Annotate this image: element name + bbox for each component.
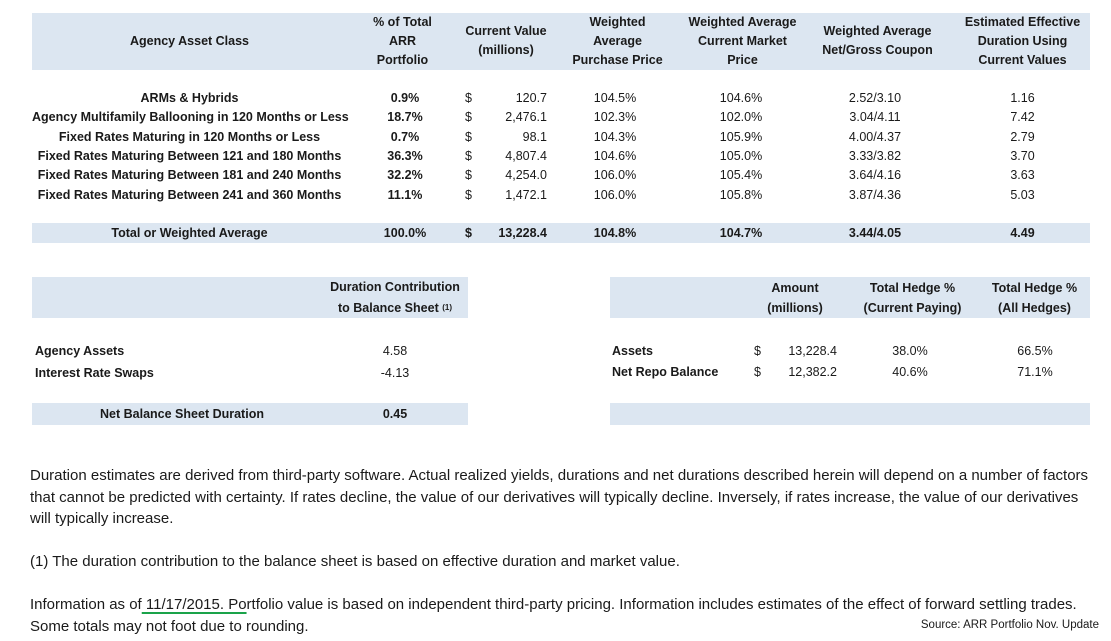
row-coupon: 2.52/3.10	[848, 91, 902, 105]
row-market-price: 102.0%	[719, 110, 763, 125]
hedge-table-footer-band	[610, 403, 1090, 425]
row-coupon: 3.33/3.82	[848, 148, 902, 163]
total-purchase-price: 104.8%	[593, 226, 637, 240]
row-duration: 3.70	[1010, 148, 1035, 163]
duration-row-value: -4.13	[380, 366, 410, 380]
hedge-row-current-paying: 38.0%	[892, 344, 928, 358]
hedge-row-all-hedges: 71.1%	[1017, 365, 1053, 379]
row-pct: 0.9%	[390, 91, 420, 105]
row-duration: 1.16	[1010, 91, 1035, 105]
col-header-current-value: Current Value (millions)	[465, 24, 547, 57]
col-header-asset-class: Agency Asset Class	[129, 34, 250, 48]
row-coupon: 4.00/4.37	[848, 129, 902, 144]
duration-table-header: Duration Contribution to Balance Sheet $^{(1)}$	[330, 280, 460, 315]
row-coupon: 3.87/4.36	[848, 187, 902, 202]
hedge-col-all-hedges: Total Hedge % (All Hedges)	[991, 281, 1078, 315]
row-currency: $	[465, 129, 472, 144]
row-purchase-price: 102.3%	[593, 110, 637, 125]
row-market-price: 105.4%	[719, 168, 763, 183]
duration-row-label: Agency Assets	[35, 344, 125, 358]
col-header-pct: % of Total ARR Portfolio	[373, 15, 432, 67]
total-coupon: 3.44/4.05	[848, 226, 902, 240]
information-note: Information as of 11/17/2015. Portfolio value is based on independent third-party pricing. Information includes estimates of the effect of forward settling trades. Some totals may not foot due to rounding.	[30, 596, 1077, 635]
source-caption: Source: ARR Portfolio Nov. Update	[920, 619, 1099, 631]
row-duration: 5.03	[1010, 187, 1035, 202]
hedge-row-label: Net Repo Balance	[612, 365, 719, 379]
net-duration-value: 0.45	[382, 407, 408, 421]
hedge-row-amount: 12,382.2	[788, 365, 837, 379]
row-value: 2,476.1	[505, 110, 547, 125]
hedge-row-label: Assets	[612, 344, 653, 358]
hedge-row-all-hedges: 66.5%	[1017, 344, 1053, 358]
row-purchase-price: 104.6%	[593, 148, 637, 163]
col-header-market-price: Weighted Average Current Market Price	[688, 15, 797, 67]
row-value: 98.1	[522, 129, 547, 144]
hedge-row-current-paying: 40.6%	[892, 365, 928, 379]
row-coupon: 3.64/4.16	[848, 168, 902, 183]
hedge-row-amount: 13,228.4	[788, 344, 837, 358]
duration-row-value: 4.58	[382, 344, 408, 358]
row-pct: 0.7%	[390, 129, 420, 144]
duration-row-label: Interest Rate Swaps	[35, 366, 154, 380]
row-pct: 32.2%	[387, 168, 423, 183]
row-asset-class: Agency Multifamily Ballooning in 120 Months or Less	[32, 110, 349, 125]
hedge-row-currency: $	[754, 344, 761, 358]
row-purchase-price: 106.0%	[593, 168, 637, 183]
row-asset-class: Fixed Rates Maturing in 120 Months or Less	[58, 129, 321, 144]
total-currency: $	[465, 226, 472, 240]
col-header-purchase-price: Weighted Average Purchase Price	[572, 15, 663, 67]
row-asset-class: ARMs & Hybrids	[140, 91, 239, 105]
hedge-row-currency: $	[754, 365, 761, 379]
row-value: 4,807.4	[505, 148, 547, 163]
row-pct: 18.7%	[387, 110, 423, 125]
row-market-price: 104.6%	[719, 91, 763, 105]
net-duration-label: Net Balance Sheet Duration	[100, 407, 264, 421]
total-duration: 4.49	[1010, 226, 1035, 240]
row-currency: $	[465, 168, 472, 183]
row-duration: 7.42	[1010, 110, 1035, 125]
duration-disclaimer: Duration estimates are derived from third-party software. Actual realized yields, durations and net durations described herein will depend on a number of factors that cannot be predicted with certainty. If rates decline, the value of our derivatives will typically decline. Inversely, if rates increase, the value of our derivatives will typically increase.	[30, 467, 1089, 527]
as-of-date: 11/17/2015. Po	[141, 596, 247, 613]
row-market-price: 105.9%	[719, 129, 763, 144]
total-pct: 100.0%	[383, 226, 427, 240]
row-duration: 2.79	[1010, 129, 1035, 144]
row-pct: 36.3%	[387, 148, 423, 163]
row-duration: 3.63	[1010, 168, 1035, 183]
row-currency: $	[465, 91, 472, 105]
row-currency: $	[465, 148, 472, 163]
hedge-col-current-paying: Total Hedge % (Current Paying)	[863, 281, 962, 315]
hedge-col-amount: Amount (millions)	[767, 281, 823, 315]
row-asset-class: Fixed Rates Maturing Between 241 and 360 Months	[37, 187, 342, 202]
footnote-ref: (1)	[442, 303, 452, 312]
row-value: 120.7	[515, 91, 547, 105]
row-market-price: 105.0%	[719, 148, 763, 163]
col-header-duration: Estimated Effective Duration Using Current Values	[964, 15, 1081, 67]
footnote-1: (1) The duration contribution to the balance sheet is based on effective duration and market value.	[30, 553, 680, 570]
row-asset-class: Fixed Rates Maturing Between 181 and 240 Months	[37, 168, 342, 183]
total-value: 13,228.4	[498, 226, 547, 240]
row-coupon: 3.04/4.11	[849, 110, 901, 125]
row-purchase-price: 106.0%	[593, 187, 637, 202]
row-value: 4,254.0	[505, 168, 547, 183]
row-value: 1,472.1	[505, 187, 547, 202]
row-purchase-price: 104.3%	[593, 129, 637, 144]
row-currency: $	[465, 187, 472, 202]
row-market-price: 105.8%	[719, 187, 763, 202]
row-purchase-price: 104.5%	[593, 91, 637, 105]
row-pct: 11.1%	[387, 187, 423, 202]
total-asset-class: Total or Weighted Average	[111, 226, 268, 240]
row-asset-class: Fixed Rates Maturing Between 121 and 180 Months	[37, 148, 342, 163]
col-header-coupon: Weighted Average Net/Gross Coupon	[822, 24, 933, 57]
row-currency: $	[465, 110, 472, 125]
total-market-price: 104.7%	[719, 226, 763, 240]
